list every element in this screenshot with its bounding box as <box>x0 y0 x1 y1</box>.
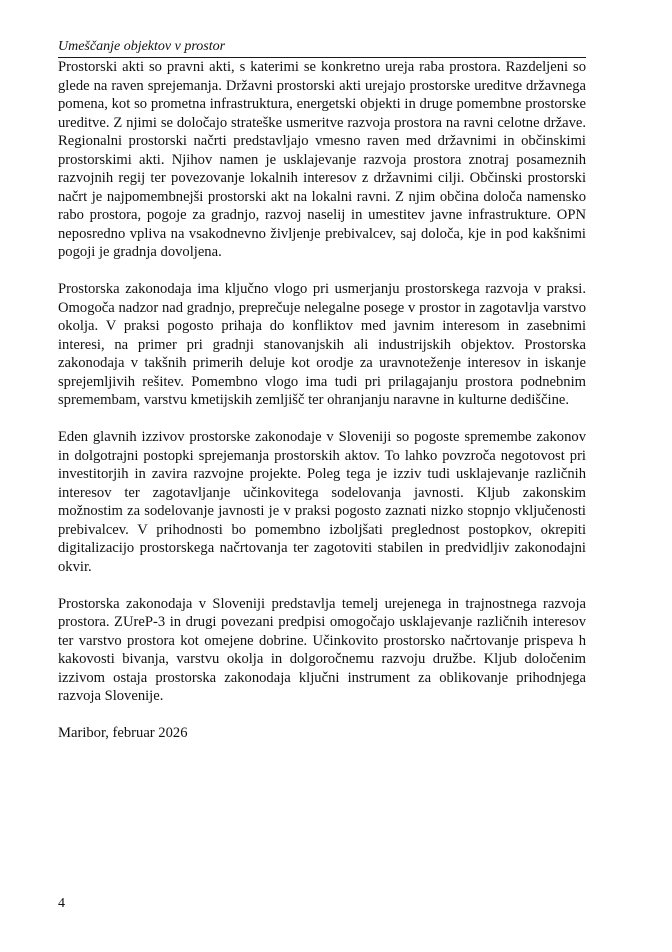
paragraph-spatial-acts: Prostorski akti so pravni akti, s katerimi se konkretno ureja raba prostora. Razdeljeni so glede na raven sprejemanja. Državni prostorski akti urejajo prostorske ureditve državnega pomena, kot so prometna infrastruktura, energetski objekti in druge pomembne prostorske ureditve. Z njimi se določajo strateške usmeritve razvoja prostora na ravni celotne države. Regionalni prostorski načrti predstavljajo vmesno raven med državnimi in občinskimi prostorskimi akti. Njihov namen je usklajevanje razvoja prostora znotraj posameznih razvojnih regij ter povezovanje lokalnih interesov z državnimi cilji. Občinski prostorski načrt je najpomembnejši prostorski akt na lokalni ravni. Z njim občina določa namensko rabo prostora, pogoje za gradnjo, razvoj naselij in umestitev javne infrastrukture. OPN neposredno vpliva na vsakodnevno življenje prebivalcev, saj določa, kje in pod kakšnimi pogoji je gradnja dovoljena. <box>58 59 586 260</box>
running-header <box>58 35 586 58</box>
page-number: 4 <box>58 896 65 911</box>
signoff-place-date: Maribor, februar 2026 <box>58 725 188 741</box>
paragraph-challenges: Eden glavnih izzivov prostorske zakonodaje v Sloveniji so pogoste spremembe zakonov in dolgotrajni postopki sprejemanja prostorskih aktov. To lahko povzroča negotovost pri investitorjih in zavira razvojne projekte. Poleg tega je izziv tudi usklajevanje različnih interesov ter zagotavljanje učinkovitega sodelovanja javnosti. Kljub zakonskim možnostim za sodelovanje javnosti je v praksi pogosto zaznati nizko stopnjo vključenosti prebivalcev. V prihodnosti bo pomembno izboljšati preglednost postopkov, okrepiti digitalizacijo prostorskega načrtovanja ter zagotoviti stabilen in predvidljiv zakonodajni okvir. <box>58 429 586 575</box>
running-header-title: Umeščanje objektov v prostor <box>58 39 226 54</box>
paragraph-conclusion: Prostorska zakonodaja v Sloveniji predstavlja temelj urejenega in trajnostnega razvoja prostora. ZUreP-3 in drugi povezani predpisi omogočajo usklajevanje različnih interesov ter varstvo prostora kot omejene dobrine. Učinkovito prostorsko načrtovanje prispeva h kakovosti bivanja, varstvu okolja in dolgoročnemu razvoju družbe. Kljub določenim izzivom ostaja prostorska zakonodaja ključni instrument za oblikovanje prihodnjega razvoja Slovenije. <box>58 595 586 704</box>
paragraph-role-of-legislation: Prostorska zakonodaja ima ključno vlogo pri usmerjanju prostorskega razvoja v praksi. Omogoča nadzor nad gradnjo, preprečuje nelegalne posege v prostor in zagotavlja varstvo okolja. V praksi pogosto prihaja do konfliktov med javnim interesom in zasebnimi interesi, na primer pri gradnji stanovanjskih ali industrijskih objektov. Prostorska zakonodaja v takšnih primerih deluje kot orodje za uravnoteženje interesov in iskanje sprejemljivih rešitev. Pomembno vlogo ima tudi pri prilagajanju prostora podnebnim spremembam, varstvu kmetijskih zemljišč ter ohranjanju naravne in kulturne dediščine. <box>58 281 586 408</box>
body-text <box>58 58 586 761</box>
